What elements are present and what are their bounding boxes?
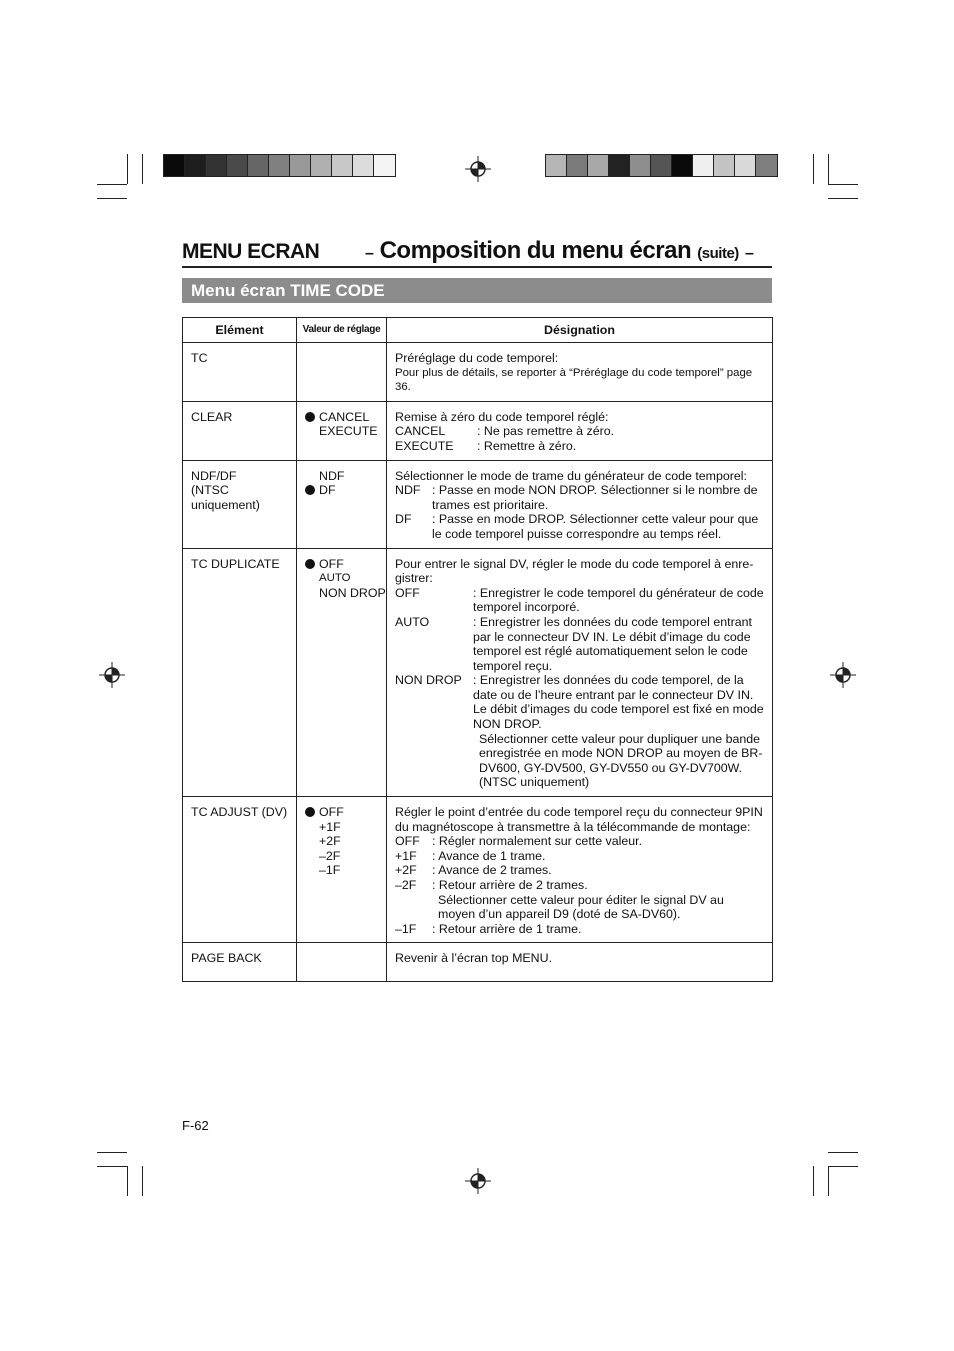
value-option: AUTO	[319, 572, 351, 585]
crop-mark	[813, 154, 814, 184]
registration-target-icon	[465, 1168, 491, 1194]
table-row	[183, 943, 773, 982]
designation-cell: Revenir à l’écran top MENU.	[387, 943, 773, 982]
section-heading: Menu écran TIME CODE	[182, 278, 772, 303]
crop-mark	[828, 1166, 829, 1196]
value-option: –2F	[319, 848, 341, 863]
crop-mark	[142, 1166, 143, 1196]
crop-mark	[127, 154, 128, 184]
designation-cell: Préréglage du code temporel: Pour plus de détails, se reporter à “Préréglage du code temporel” page 36.	[387, 343, 773, 402]
value-option: DF	[305, 483, 384, 498]
crop-mark	[97, 198, 127, 199]
table-header-row	[183, 318, 773, 343]
value-option: –1F	[319, 863, 341, 878]
crop-mark	[127, 1166, 128, 1196]
crop-mark	[828, 1152, 858, 1153]
element-cell: TC DUPLICATE	[183, 548, 297, 797]
element-cell: NDF/DF (NTSC uniquement)	[183, 460, 297, 548]
default-marker-icon	[305, 412, 315, 422]
value-cell	[297, 343, 387, 402]
header-element: Elément	[183, 318, 297, 343]
value-cell	[297, 548, 387, 797]
crop-mark	[828, 184, 858, 185]
value-option: OFF	[305, 805, 384, 820]
crop-mark	[142, 154, 143, 184]
value-option: OFF	[305, 557, 384, 572]
grayscale-swatches-left	[163, 154, 396, 177]
element-cell: PAGE BACK	[183, 943, 297, 982]
value-option: EXECUTE	[319, 424, 378, 439]
value-cell	[297, 943, 387, 982]
grayscale-swatches-right	[545, 154, 778, 177]
registration-target-icon	[465, 156, 491, 182]
registration-target-icon	[830, 662, 856, 688]
default-marker-icon	[305, 807, 315, 817]
value-cell	[297, 797, 387, 943]
crop-mark	[828, 1166, 858, 1167]
default-marker-icon	[305, 559, 315, 569]
header-designation: Désignation	[387, 318, 773, 343]
crop-mark	[97, 1152, 127, 1153]
table-row	[183, 460, 773, 548]
table-row	[183, 401, 773, 460]
element-cell: TC ADJUST (DV)	[183, 797, 297, 943]
element-cell: CLEAR	[183, 401, 297, 460]
crop-mark	[97, 1166, 127, 1167]
designation-cell: Remise à zéro du code temporel réglé: CANCEL : Ne pas remettre à zéro. EXECUTE : Remettre à zéro.	[387, 401, 773, 460]
crop-mark	[97, 184, 127, 185]
menu-ecran-title: MENU ECRAN	[182, 240, 320, 263]
designation-cell: Régler le point d’entrée du code temporel reçu du connecteur 9PIN du magnétoscope à transmettre à la télécommande de montage: OFF : Régler normalement sur cette valeur. +1F : Avance de 1 trame. +2F : Avance de 2 trames. –2F : Retour arrière de 2 trames. Sélectionner cette valeur pour éditer le signal DV au moyen d’un appareil D9 (doté de SA-DV60). –1F : Retour arrière de 1 trame.	[387, 797, 773, 943]
value-option: +2F	[319, 834, 341, 849]
table-row	[183, 797, 773, 943]
table-row	[183, 343, 773, 402]
table-row	[183, 548, 773, 797]
page-title: – Composition du menu écran (suite) –	[365, 237, 754, 264]
value-option: NON DROP	[319, 585, 386, 600]
time-code-menu-table	[182, 317, 773, 982]
value-option: NDF	[319, 468, 345, 483]
crop-mark	[828, 154, 829, 184]
page-number: F-62	[182, 1118, 209, 1133]
value-option: +1F	[319, 819, 341, 834]
crop-mark	[828, 198, 858, 199]
page-header	[182, 236, 772, 268]
crop-mark	[813, 1166, 814, 1196]
header-value: Valeur de réglage	[297, 318, 387, 343]
value-cell	[297, 401, 387, 460]
default-marker-icon	[305, 485, 315, 495]
registration-target-icon	[99, 662, 125, 688]
designation-cell: Sélectionner le mode de trame du générateur de code temporel: NDF : Passe en mode NON DROP. Sélectionner si le nombre de trames est prioritaire. DF : Passe en mode DROP. Sélectionner cette valeur pour que le code temporel puisse correspondre au temps réel.	[387, 460, 773, 548]
designation-cell: Pour entrer le signal DV, régler le mode du code temporel à enre-gistrer: OFF : Enregistrer le code temporel du générateur de code temporel incorporé. AUTO : Enregistrer les données du code temporel entrant par le connecteur DV IN. Le débit d’image du code temporel est réglé automatiquement selon le code temporel reçu. NON DROP : Enregistrer les données du code temporel, de la date ou de l’heure entrant par le connecteur DV IN. Le débit d’images du code temporel est fixé en mode NON DROP. Sélectionner cette valeur pour dupliquer une bande enregistrée en mode NON DROP au moyen de BR-DV600, GY-DV500, GY-DV550 ou GY-DV700W. (NTSC uniquement)	[387, 548, 773, 797]
value-cell	[297, 460, 387, 548]
value-option: CANCEL	[305, 410, 384, 425]
element-cell: TC	[183, 343, 297, 402]
